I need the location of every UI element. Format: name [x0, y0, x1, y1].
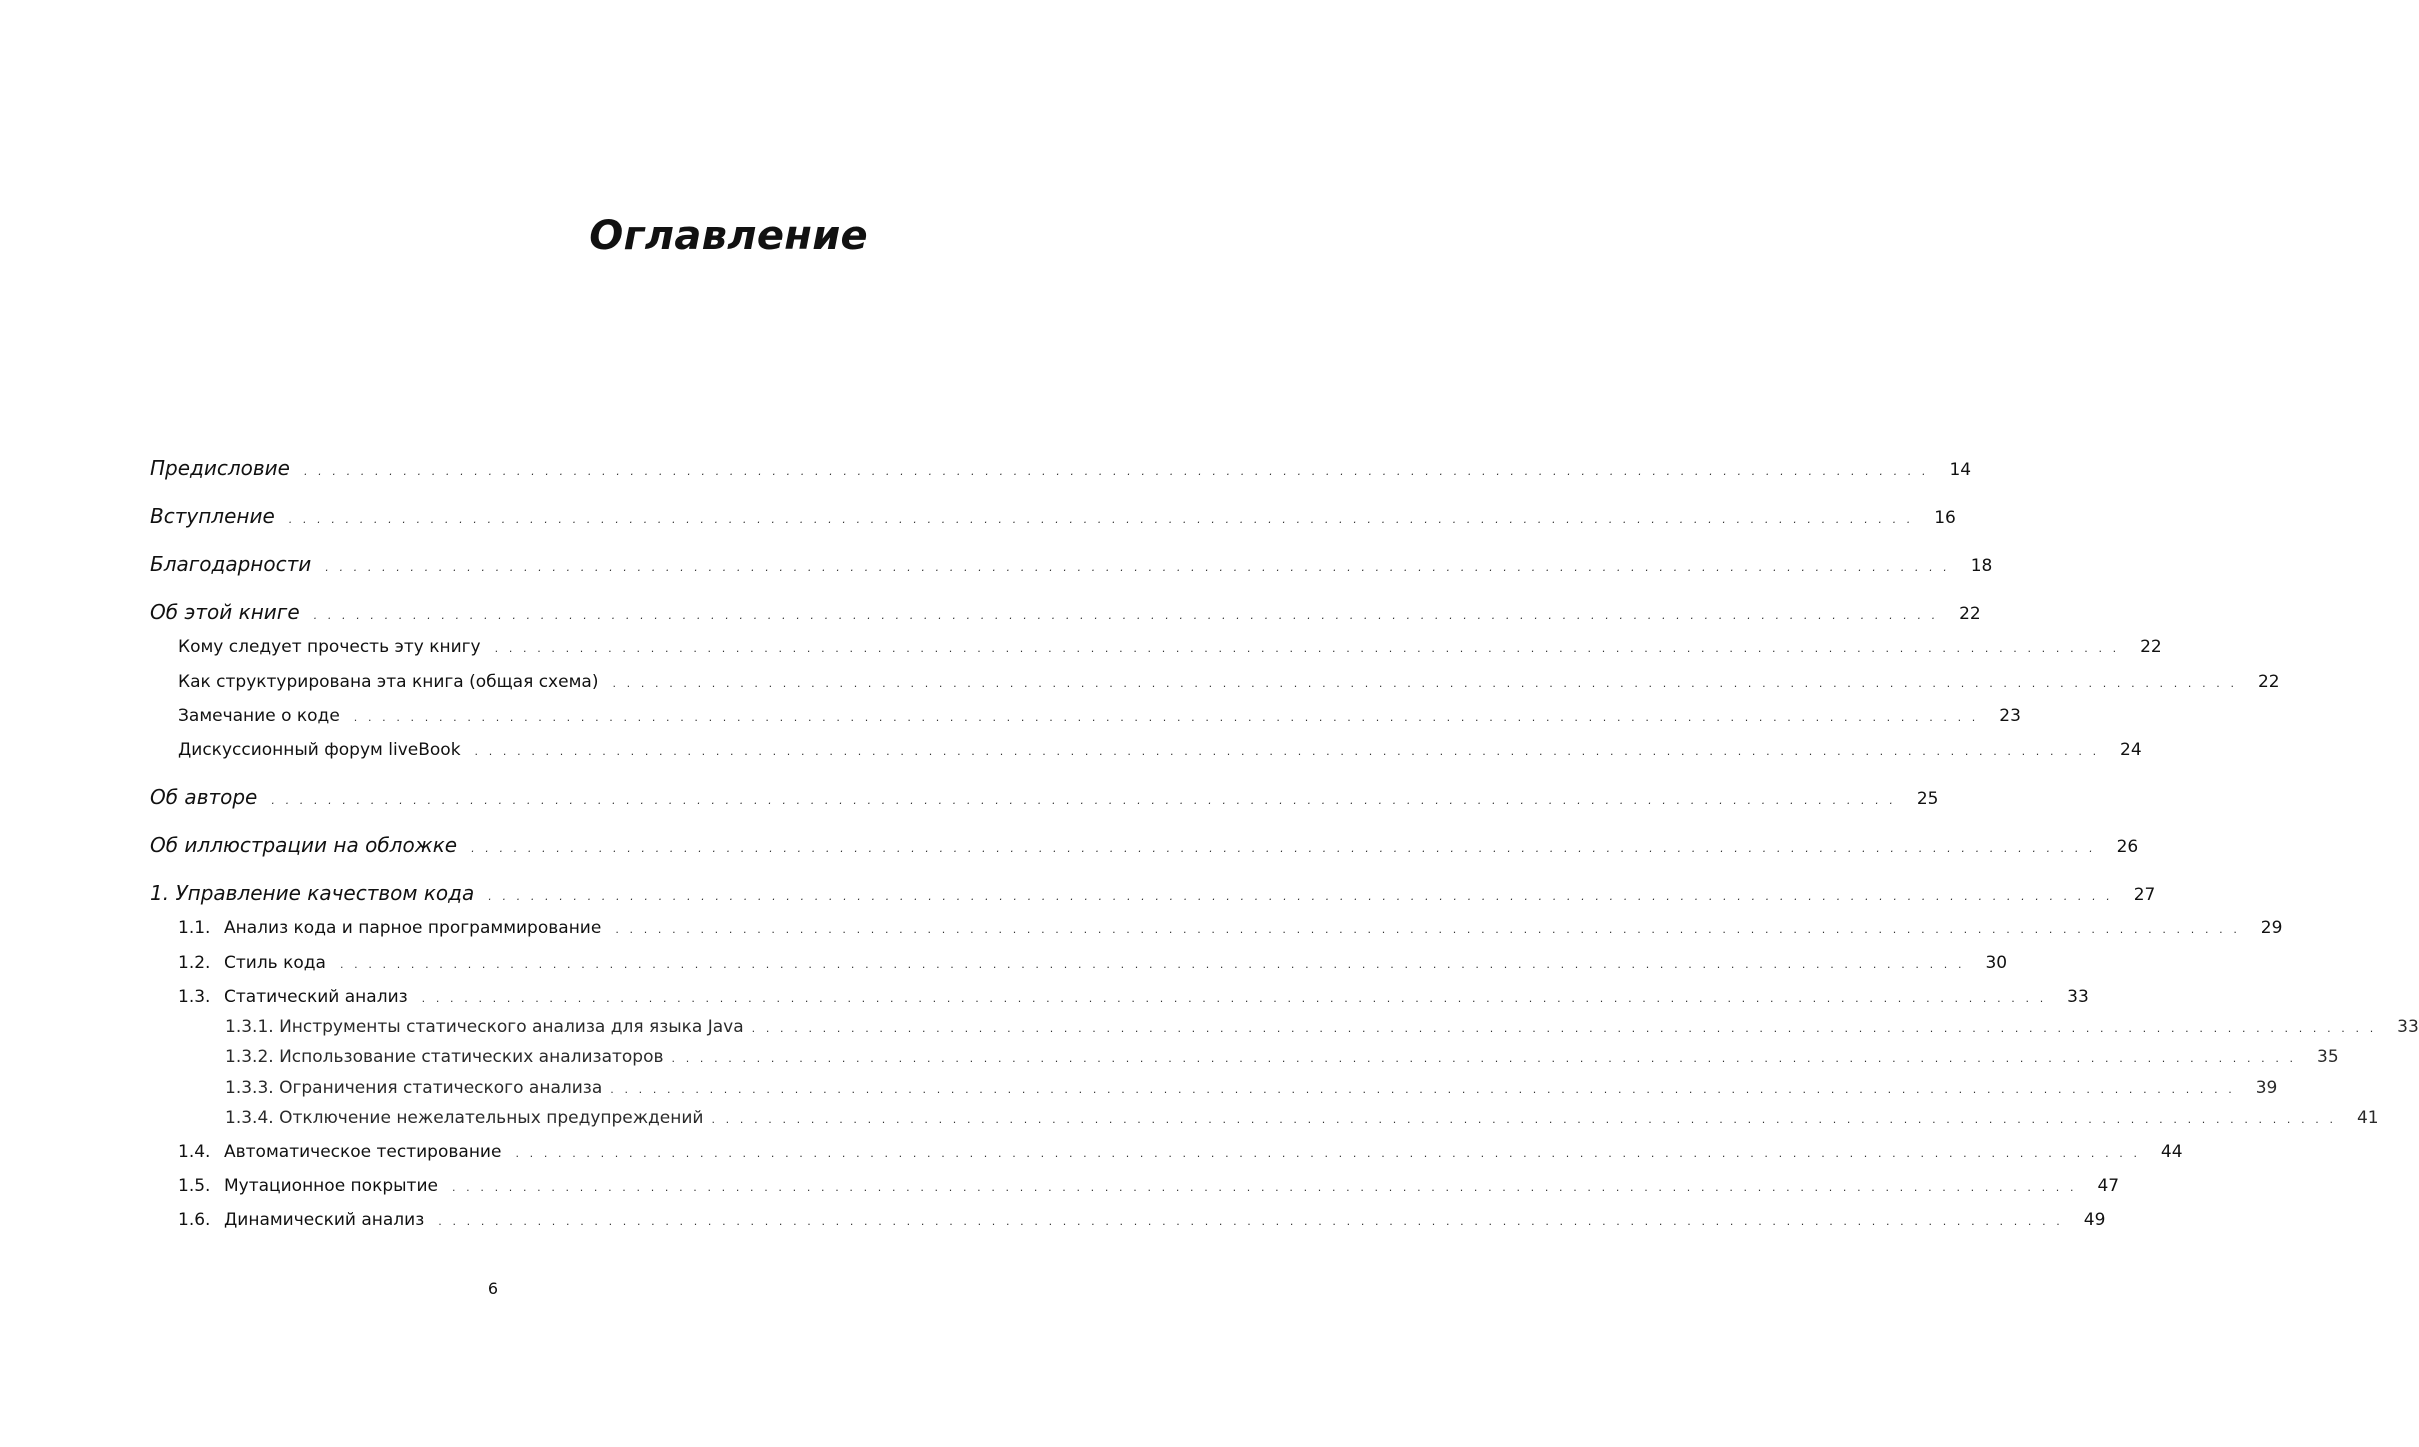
toc-subsection	[225, 1078, 2278, 1098]
toc-entry-title: Стиль кода	[224, 953, 326, 973]
dot-leader: . . . . . . . . . . . . . . . . . . . . . . . . . . . . . . . . . . . . . . . . . . . . . . . . . . . . . . . . . . . . . . . . . . . . . . . . . . . . . . . . . . . . . . . . . . . . . . . . . . . . . . . . . . . . . . . . . . .	[474, 745, 2100, 758]
dot-leader: . . . . . . . . . . . . . . . . . . . . . . . . . . . . . . . . . . . . . . . . . . . . . . . . . . . . . . . . . . . . . . . . . . . . . . . . . . . . . . . . . . . . . . . . . . . . . . . . . . . . . . . . . . . . . . . . . . .	[438, 1215, 2064, 1228]
toc-entry	[150, 833, 2139, 857]
toc-entry-title: Об этой книге	[150, 600, 300, 624]
page-title: Оглавление	[589, 213, 868, 259]
toc-entry-page: 44	[2160, 1142, 2183, 1162]
toc-entry-title: 1.3.4. Отключение нежелательных предупреждений	[225, 1108, 704, 1128]
toc-subsection	[225, 1108, 2379, 1128]
toc-entry-page: 49	[2083, 1210, 2106, 1230]
toc-subsection	[225, 1047, 2339, 1067]
toc-entry	[150, 504, 1956, 528]
dot-leader: . . . . . . . . . . . . . . . . . . . . . . . . . . . . . . . . . . . . . . . . . . . . . . . . . . . . . . . . . . . . . . . . . . . . . . . . . . . . . . . . . . . . . . . . . . . . . . . . . . . . . . . . . . . . . . . . . . .	[451, 1181, 2078, 1194]
toc-section-number: 1.4.	[178, 1142, 211, 1162]
dot-leader: . . . . . . . . . . . . . . . . . . . . . . . . . . . . . . . . . . . . . . . . . . . . . . . . . . . . . . . . . . . . . . . . . . . . . . . . . . . . . . . . . . . . . . . . . . . . . . . . . . . . . . . . . . . . . . . . . . .	[471, 842, 2097, 855]
dot-leader: . . . . . . . . . . . . . . . . . . . . . . . . . . . . . . . . . . . . . . . . . . . . . . . . . . . . . . . . . . . . . . . . . . . . . . . . . . . . . . . . . . . . . . . . . . . . . . . . . . . . . . . . . . . . . . . . . . .	[488, 890, 2114, 903]
toc-section	[178, 953, 2008, 973]
toc-entry-page: 27	[2133, 885, 2156, 905]
dot-leader: . . . . . . . . . . . . . . . . . . . . . . . . . . . . . . . . . . . . . . . . . . . . . . . . . . . . . . . . . . . . . . . . . . . . . . . . . . . . . . . . . . . . . . . . . . . . . . . . . . . . . . . . . . . . . . . . . . .	[353, 711, 1979, 724]
toc-section	[178, 918, 2283, 938]
page-number: 6	[487, 1279, 499, 1298]
dot-leader: . . . . . . . . . . . . . . . . . . . . . . . . . . . . . . . . . . . . . . . . . . . . . . . . . . . . . . . . . . . . . . . . . . . . . . . . . . . . . . . . . . . . . . . . . . . . . . . . . . . . . . . . . . . . . . . . . . .	[711, 1113, 2337, 1126]
dot-leader: . . . . . . . . . . . . . . . . . . . . . . . . . . . . . . . . . . . . . . . . . . . . . . . . . . . . . . . . . . . . . . . . . . . . . . . . . . . . . . . . . . . . . . . . . . . . . . . . . . . . . . . . . . . . . . . . . . .	[494, 642, 2120, 655]
dot-leader: . . . . . . . . . . . . . . . . . . . . . . . . . . . . . . . . . . . . . . . . . . . . . . . . . . . . . . . . . . . . . . . . . . . . . . . . . . . . . . . . . . . . . . . . . . . . . . . . . . . . . . . . . . . . . . . . . . .	[615, 923, 2241, 936]
toc-entry-title: Об иллюстрации на обложке	[150, 833, 458, 857]
dot-leader: . . . . . . . . . . . . . . . . . . . . . . . . . . . . . . . . . . . . . . . . . . . . . . . . . . . . . . . . . . . . . . . . . . . . . . . . . . . . . . . . . . . . . . . . . . . . . . . . . . . . . . . . . . . . . . . . . . .	[325, 561, 1951, 574]
toc-entry-title: Об авторе	[150, 785, 258, 809]
dot-leader: . . . . . . . . . . . . . . . . . . . . . . . . . . . . . . . . . . . . . . . . . . . . . . . . . . . . . . . . . . . . . . . . . . . . . . . . . . . . . . . . . . . . . . . . . . . . . . . . . . . . . . . . . . . . . . . . . . .	[339, 958, 1966, 971]
toc-entry-page: 26	[2116, 837, 2139, 857]
toc-entry-page: 18	[1970, 556, 1993, 576]
toc-entry-title: Анализ кода и парное программирование	[224, 918, 602, 938]
toc-section	[178, 1210, 2106, 1230]
dot-leader: . . . . . . . . . . . . . . . . . . . . . . . . . . . . . . . . . . . . . . . . . . . . . . . . . . . . . . . . . . . . . . . . . . . . . . . . . . . . . . . . . . . . . . . . . . . . . . . . . . . . . . . . . . . . . . . . . . .	[751, 1022, 2377, 1035]
toc-entry-page: 47	[2097, 1176, 2120, 1196]
toc-entry-page: 39	[2255, 1078, 2278, 1098]
dot-leader: . . . . . . . . . . . . . . . . . . . . . . . . . . . . . . . . . . . . . . . . . . . . . . . . . . . . . . . . . . . . . . . . . . . . . . . . . . . . . . . . . . . . . . . . . . . . . . . . . . . . . . . . . . . . . . . . . . .	[421, 992, 2047, 1005]
toc-entry-title: Статический анализ	[224, 987, 408, 1007]
toc-entry-page: 24	[2120, 740, 2142, 760]
toc-chapter	[150, 881, 2156, 905]
toc-entry-page: 22	[1959, 604, 1981, 624]
toc-entry-title: Вступление	[150, 504, 275, 528]
dot-leader: . . . . . . . . . . . . . . . . . . . . . . . . . . . . . . . . . . . . . . . . . . . . . . . . . . . . . . . . . . . . . . . . . . . . . . . . . . . . . . . . . . . . . . . . . . . . . . . . . . . . . . . . . . . . . . . . . . .	[303, 465, 1930, 478]
toc-entry-page: 14	[1949, 460, 1972, 480]
toc-entry-page: 16	[1934, 508, 1956, 528]
toc-entry	[150, 600, 1981, 624]
toc-section-number: 1.1.	[178, 918, 211, 938]
toc-section-number: 1.2.	[178, 953, 211, 973]
dot-leader: . . . . . . . . . . . . . . . . . . . . . . . . . . . . . . . . . . . . . . . . . . . . . . . . . . . . . . . . . . . . . . . . . . . . . . . . . . . . . . . . . . . . . . . . . . . . . . . . . . . . . . . . . . . . . . . . . . .	[612, 677, 2238, 690]
toc-subentry	[178, 672, 2280, 692]
toc-section-number: 1.3.	[178, 987, 211, 1007]
toc-section	[178, 1176, 2120, 1196]
toc-entry-page: 25	[1916, 789, 1939, 809]
toc-entry	[150, 552, 1993, 576]
dot-leader: . . . . . . . . . . . . . . . . . . . . . . . . . . . . . . . . . . . . . . . . . . . . . . . . . . . . . . . . . . . . . . . . . . . . . . . . . . . . . . . . . . . . . . . . . . . . . . . . . . . . . . . . . . . . . . . . . . .	[515, 1147, 2141, 1160]
toc-entry-page: 22	[2257, 672, 2280, 692]
dot-leader: . . . . . . . . . . . . . . . . . . . . . . . . . . . . . . . . . . . . . . . . . . . . . . . . . . . . . . . . . . . . . . . . . . . . . . . . . . . . . . . . . . . . . . . . . . . . . . . . . . . . . . . . . . . . . . . . . . .	[288, 513, 1914, 526]
toc-entry-page: 23	[1999, 706, 2021, 726]
dot-leader: . . . . . . . . . . . . . . . . . . . . . . . . . . . . . . . . . . . . . . . . . . . . . . . . . . . . . . . . . . . . . . . . . . . . . . . . . . . . . . . . . . . . . . . . . . . . . . . . . . . . . . . . . . . . . . . . . . .	[313, 609, 1939, 622]
toc-section-number: 1.6.	[178, 1210, 211, 1230]
toc-entry-title: 1.3.2. Использование статических анализаторов	[225, 1047, 664, 1067]
toc-entry-title: 1.3.3. Ограничения статического анализа	[225, 1078, 603, 1098]
toc-entry-title: Замечание о коде	[178, 706, 340, 726]
toc-subentry	[178, 706, 2021, 726]
toc-subentry	[178, 740, 2142, 760]
toc-entry-title: 1. Управление качеством кода	[150, 881, 475, 905]
toc-entry-title: Дискуссионный форум liveBook	[178, 740, 461, 760]
toc-entry	[150, 456, 1972, 480]
toc-section	[178, 987, 2089, 1007]
toc-entry-title: Мутационное покрытие	[224, 1176, 438, 1196]
dot-leader: . . . . . . . . . . . . . . . . . . . . . . . . . . . . . . . . . . . . . . . . . . . . . . . . . . . . . . . . . . . . . . . . . . . . . . . . . . . . . . . . . . . . . . . . . . . . . . . . . . . . . . . . . . . . . . . . . . .	[610, 1083, 2236, 1096]
toc-entry-page: 41	[2356, 1108, 2379, 1128]
toc-entry	[150, 785, 1939, 809]
toc-section-number: 1.5.	[178, 1176, 211, 1196]
toc-entry-page: 22	[2140, 637, 2162, 657]
dot-leader: . . . . . . . . . . . . . . . . . . . . . . . . . . . . . . . . . . . . . . . . . . . . . . . . . . . . . . . . . . . . . . . . . . . . . . . . . . . . . . . . . . . . . . . . . . . . . . . . . . . . . . . . . . . . . . . . . . .	[671, 1052, 2297, 1065]
toc-section	[178, 1142, 2183, 1162]
toc-entry-page: 33	[2397, 1017, 2419, 1037]
toc-entry-title: Предисловие	[150, 456, 290, 480]
toc-entry-page: 30	[1985, 953, 2008, 973]
toc-entry-page: 33	[2067, 987, 2089, 1007]
toc-entry-title: Благодарности	[150, 552, 312, 576]
dot-leader: . . . . . . . . . . . . . . . . . . . . . . . . . . . . . . . . . . . . . . . . . . . . . . . . . . . . . . . . . . . . . . . . . . . . . . . . . . . . . . . . . . . . . . . . . . . . . . . . . . . . . . . . . . . . . . . . . . .	[271, 794, 1897, 807]
toc-entry-title: Автоматическое тестирование	[224, 1142, 502, 1162]
toc-entry-title: Как структурирована эта книга (общая схема)	[178, 672, 599, 692]
toc-subsection	[225, 1017, 2419, 1037]
toc-entry-title: Динамический анализ	[224, 1210, 425, 1230]
toc-entry-page: 29	[2260, 918, 2283, 938]
toc-entry-title: Кому следует прочесть эту книгу	[178, 637, 481, 657]
toc-entry-page: 35	[2317, 1047, 2339, 1067]
toc-entry-title: 1.3.1. Инструменты статического анализа для языка Java	[225, 1017, 744, 1037]
toc-subentry	[178, 637, 2162, 657]
